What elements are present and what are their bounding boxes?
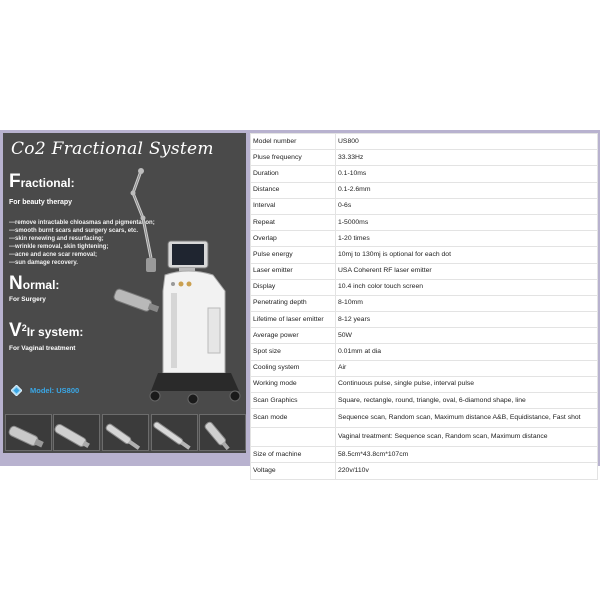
fractional-heading: [9, 171, 75, 193]
specification-table: [250, 133, 598, 480]
table-row: [251, 198, 598, 214]
normal-subtitle: For Surgery: [9, 296, 46, 303]
spec-value: 220v/110v: [336, 463, 598, 479]
table-row: [251, 409, 598, 428]
table-row: [251, 166, 598, 182]
spec-value: US800: [336, 134, 598, 150]
table-row: [251, 344, 598, 360]
spec-value: 0-6s: [336, 198, 598, 214]
laser-machine-image: [113, 163, 245, 408]
handpiece-thumb: [5, 414, 52, 451]
spec-value: USA Coherent RF laser emitter: [336, 263, 598, 279]
spec-value: 10mj to 130mj is optional for each dot: [336, 247, 598, 263]
fractional-heading-rest: ractional:: [20, 176, 75, 190]
handpiece-thumb: [53, 414, 100, 451]
spec-value: 0.1-10ms: [336, 166, 598, 182]
spec-label: Laser emitter: [251, 263, 336, 279]
spec-value: Air: [336, 360, 598, 376]
product-title: Co2 Fractional System: [11, 139, 214, 159]
spec-label: Working mode: [251, 376, 336, 392]
spec-value: 1-20 times: [336, 231, 598, 247]
spec-value: Sequence scan, Random scan, Maximum distance A&B, Equidistance, Fast shot: [336, 409, 598, 428]
spec-label: Scan Graphics: [251, 393, 336, 409]
spec-value: Vaginal treatment: Sequence scan, Random scan, Maximum distance: [336, 428, 598, 447]
spec-value: 50W: [336, 328, 598, 344]
spec-value: 8-10mm: [336, 295, 598, 311]
spec-label: Duration: [251, 166, 336, 182]
product-panel: [3, 133, 246, 453]
spec-label: Scan mode: [251, 409, 336, 428]
spec-label: Size of machine: [251, 447, 336, 463]
normal-heading: [9, 273, 59, 295]
v2-initial: V: [9, 320, 22, 341]
table-row: [251, 328, 598, 344]
handpiece-thumb: [102, 414, 149, 451]
handpiece-thumb: [151, 414, 198, 451]
spec-value: 10.4 inch color touch screen: [336, 279, 598, 295]
table-row: [251, 295, 598, 311]
spec-value: Square, rectangle, round, triangle, oval, 6-diamond shape, line: [336, 393, 598, 409]
list-item: ---remove intractable chloasmas and pigmentation;: [9, 220, 155, 226]
spec-value: Continuous pulse, single pulse, interval pulse: [336, 376, 598, 392]
table-row: [251, 393, 598, 409]
handpiece-thumb: [199, 414, 246, 451]
normal-initial: N: [9, 273, 23, 294]
fractional-initial: F: [9, 171, 21, 192]
spec-value: 33.33Hz: [336, 150, 598, 166]
spec-value: 1-5000ms: [336, 214, 598, 230]
table-row: [251, 376, 598, 392]
list-item: ---wrinkle removal, skin tightening;: [9, 244, 109, 250]
table-row: [251, 150, 598, 166]
table-row: [251, 247, 598, 263]
spec-label: Display: [251, 279, 336, 295]
table-row: [251, 231, 598, 247]
spec-label: Interval: [251, 198, 336, 214]
spec-label: Overlap: [251, 231, 336, 247]
v2-subtitle: For Vaginal treatment: [9, 345, 76, 352]
table-row: [251, 279, 598, 295]
spec-label: Cooling system: [251, 360, 336, 376]
model-row: [11, 383, 79, 397]
spec-label: Pluse frequency: [251, 150, 336, 166]
spec-label: Penetrating depth: [251, 295, 336, 311]
fractional-subtitle: For beauty therapy: [9, 199, 73, 206]
v2-heading-rest: Ir system:: [26, 325, 84, 339]
v2-heading: [9, 320, 83, 342]
spec-value: 58.5cm*43.8cm*107cm: [336, 447, 598, 463]
table-row: [251, 463, 598, 479]
spec-label: Spot size: [251, 344, 336, 360]
model-label: Model: US800: [30, 385, 80, 395]
spec-label: Distance: [251, 182, 336, 198]
table-row: [251, 360, 598, 376]
spec-label: Average power: [251, 328, 336, 344]
list-item: ---acne and acne scar removal;: [9, 252, 98, 258]
spec-label: [251, 428, 336, 447]
handpiece-gallery: [3, 414, 246, 452]
list-item: ---skin renewing and resurfacing;: [9, 236, 104, 242]
v2-superscript: 2: [21, 323, 27, 333]
table-row: [251, 447, 598, 463]
spec-label: Pulse energy: [251, 247, 336, 263]
spec-label: Model number: [251, 134, 336, 150]
table-row: [251, 214, 598, 230]
table-row: [251, 428, 598, 447]
spec-label: Lifetime of laser emitter: [251, 312, 336, 328]
list-item: ---smooth burnt scars and surgery scars, etc.: [9, 228, 139, 234]
spec-value: 8-12 years: [336, 312, 598, 328]
list-item: ---sun damage recovery.: [9, 260, 78, 266]
table-row: [251, 312, 598, 328]
table-row: [251, 182, 598, 198]
spec-label: Repeat: [251, 214, 336, 230]
spec-value: 0.01mm at dia: [336, 344, 598, 360]
spec-label: Voltage: [251, 463, 336, 479]
table-row: [251, 263, 598, 279]
normal-heading-rest: ormal:: [22, 278, 60, 292]
spec-value: 0.1-2.6mm: [336, 182, 598, 198]
diamond-icon: [11, 385, 22, 396]
table-row: [251, 134, 598, 150]
